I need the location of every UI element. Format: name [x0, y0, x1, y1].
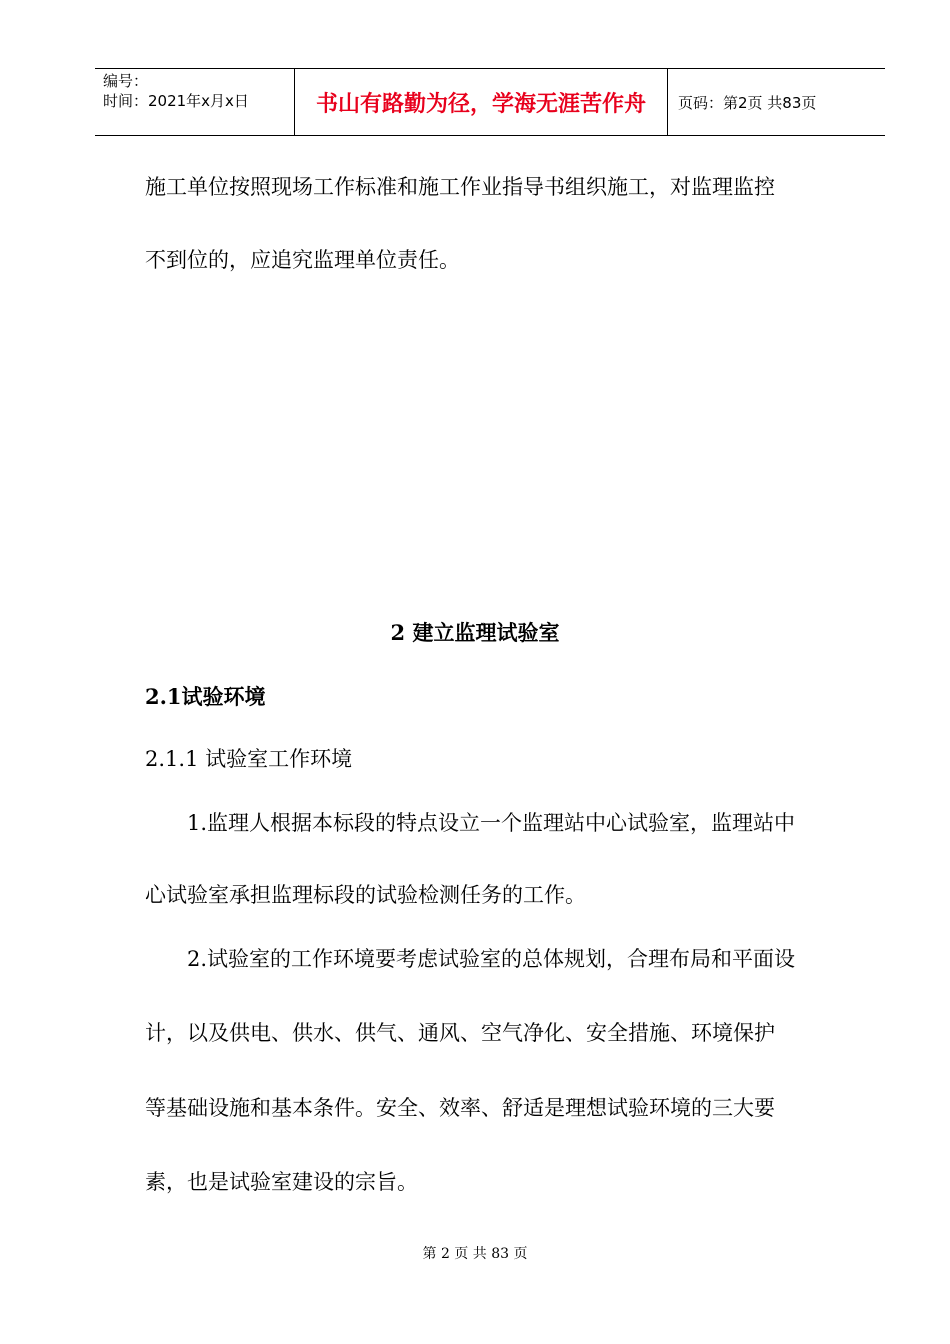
page-footer: 第 2 页 共 83 页: [422, 1246, 528, 1262]
paragraph-line: 2.试验室的工作环境要考虑试验室的总体规划，合理布局和平面设: [187, 947, 796, 971]
header-page-label: 页码：第2页 共83页: [678, 93, 817, 112]
page-header: [95, 68, 885, 136]
subsection-heading: 2.1试验环境: [145, 684, 266, 709]
header-meta: [95, 69, 295, 135]
paragraph-line: 心试验室承担监理标段的试验检测任务的工作。: [145, 883, 586, 907]
paragraph-line: 素，也是试验室建设的宗旨。: [145, 1170, 418, 1194]
paragraph-line: 1.监理人根据本标段的特点设立一个监理站中心试验室，监理站中: [187, 811, 796, 835]
paragraph-line: 施工单位按照现场工作标准和施工作业指导书组织施工，对监理监控: [145, 175, 775, 199]
paragraph-line: 计，以及供电、供水、供气、通风、空气净化、安全措施、环境保护: [145, 1021, 775, 1045]
section-title: 2 建立监理试验室: [390, 620, 560, 645]
header-motto: 书山有路勤为径，学海无涯苦作舟: [295, 69, 668, 135]
code-label: 编号：: [103, 72, 149, 90]
time-label: 时间：2021年x月x日: [103, 92, 249, 110]
paragraph-line: 等基础设施和基本条件。安全、效率、舒适是理想试验环境的三大要: [145, 1096, 775, 1120]
subsubsection-heading: 2.1.1 试验室工作环境: [145, 747, 353, 771]
paragraph-line: 不到位的，应追究监理单位责任。: [145, 248, 460, 272]
